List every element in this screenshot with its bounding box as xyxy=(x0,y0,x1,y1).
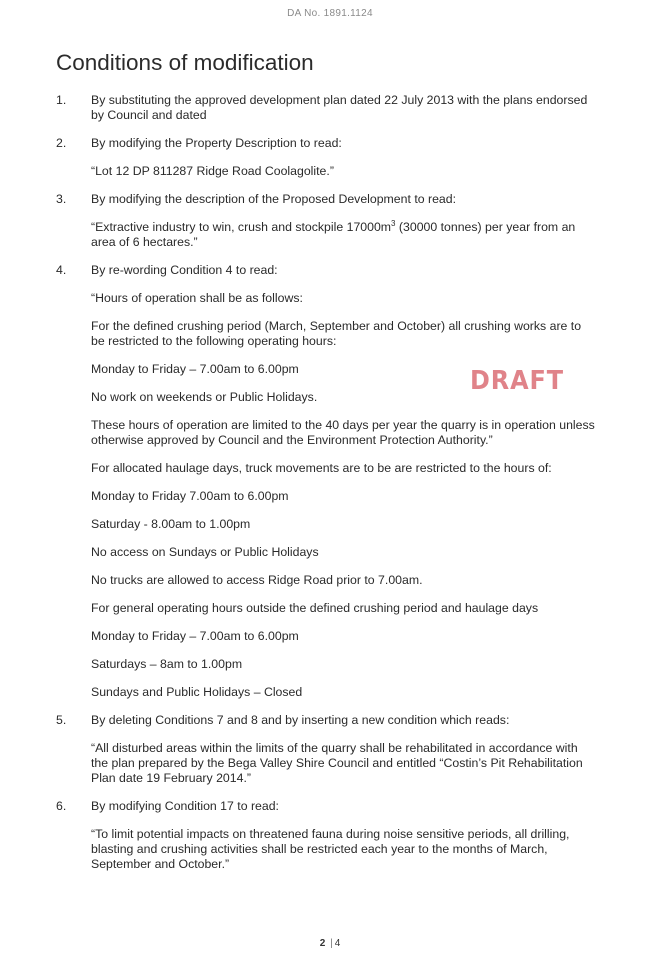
list-item xyxy=(0,263,660,700)
paragraph: These hours of operation are limited to the 40 days per year the quarry is in operation unless otherwise approved by Council and the Environment Protection Authority.” xyxy=(91,418,595,447)
paragraph: By modifying Condition 17 to read: xyxy=(91,799,279,813)
text-run: (30000 tonnes) per year from an area of 6 hectares.” xyxy=(91,220,576,249)
paragraph-with-superscript xyxy=(91,220,597,250)
item-body xyxy=(91,192,597,250)
page-separator: | xyxy=(330,938,333,949)
paragraph: Monday to Friday 7.00am to 6.00pm xyxy=(91,489,289,503)
item-body xyxy=(91,263,597,700)
page-title: Conditions of modification xyxy=(56,50,314,75)
paragraph: By modifying the Property Description to read: xyxy=(91,136,342,150)
paragraph: Saturday - 8.00am to 1.00pm xyxy=(91,517,251,531)
paragraph: For allocated haulage days, truck movements are to be are restricted to the hours of: xyxy=(91,461,552,475)
paragraph: “Hours of operation shall be as follows: xyxy=(91,291,303,305)
item-number: 5. xyxy=(56,713,67,727)
superscript: 3 xyxy=(391,218,396,228)
item-number: 6. xyxy=(56,799,67,813)
item-number: 4. xyxy=(56,263,67,277)
list-item xyxy=(0,93,660,123)
conditions-list xyxy=(0,93,660,885)
item-number: 1. xyxy=(56,93,67,107)
paragraph: No trucks are allowed to access Ridge Road prior to 7.00am. xyxy=(91,573,423,587)
item-number: 3. xyxy=(56,192,67,206)
list-item xyxy=(0,192,660,250)
paragraph: For general operating hours outside the defined crushing period and haulage days xyxy=(91,601,539,615)
item-body xyxy=(91,93,597,123)
paragraph: By deleting Conditions 7 and 8 and by inserting a new condition which reads: xyxy=(91,713,510,727)
paragraph: Monday to Friday – 7.00am to 6.00pm xyxy=(91,362,299,376)
paragraph: By modifying the description of the Proposed Development to read: xyxy=(91,192,457,206)
paragraph: No work on weekends or Public Holidays. xyxy=(91,390,318,404)
paragraph: By substituting the approved development plan dated 22 July 2013 with the plans endorsed by Council and dated xyxy=(91,93,588,122)
list-item xyxy=(0,136,660,179)
item-body xyxy=(91,136,597,179)
item-body xyxy=(91,799,597,872)
paragraph: Sundays and Public Holidays – Closed xyxy=(91,685,303,699)
current-page: 2 xyxy=(319,938,326,949)
draft-stamp: DRAFT xyxy=(470,366,565,396)
total-pages: 4 xyxy=(334,938,341,949)
document-reference: DA No. 1891.1124 xyxy=(287,8,373,19)
list-item xyxy=(0,799,660,872)
item-number: 2. xyxy=(56,136,67,150)
paragraph: For the defined crushing period (March, September and October) all crushing works are to be restricted to the following operating hours: xyxy=(91,319,582,348)
paragraph: Monday to Friday – 7.00am to 6.00pm xyxy=(91,629,299,643)
paragraph: By re-wording Condition 4 to read: xyxy=(91,263,278,277)
text-run: “Extractive industry to win, crush and stockpile 17000m xyxy=(91,220,392,234)
paragraph: “To limit potential impacts on threatened fauna during noise sensitive periods, all drilling, blasting and crushing activities shall be restricted each year to the months of March, September and October.” xyxy=(91,827,570,871)
list-item xyxy=(0,713,660,786)
paragraph: “All disturbed areas within the limits of the quarry shall be rehabilitated in accordance with the plan prepared by the Bega Valley Shire Council and entitled “Costin’s Pit Rehabilitation Plan date 19 February 2014.” xyxy=(91,741,583,785)
paragraph: No access on Sundays or Public Holidays xyxy=(91,545,319,559)
paragraph: Saturdays – 8am to 1.00pm xyxy=(91,657,243,671)
item-body xyxy=(91,713,597,786)
paragraph: “Lot 12 DP 811287 Ridge Road Coolagolite.” xyxy=(91,164,334,178)
page-number xyxy=(0,938,660,949)
